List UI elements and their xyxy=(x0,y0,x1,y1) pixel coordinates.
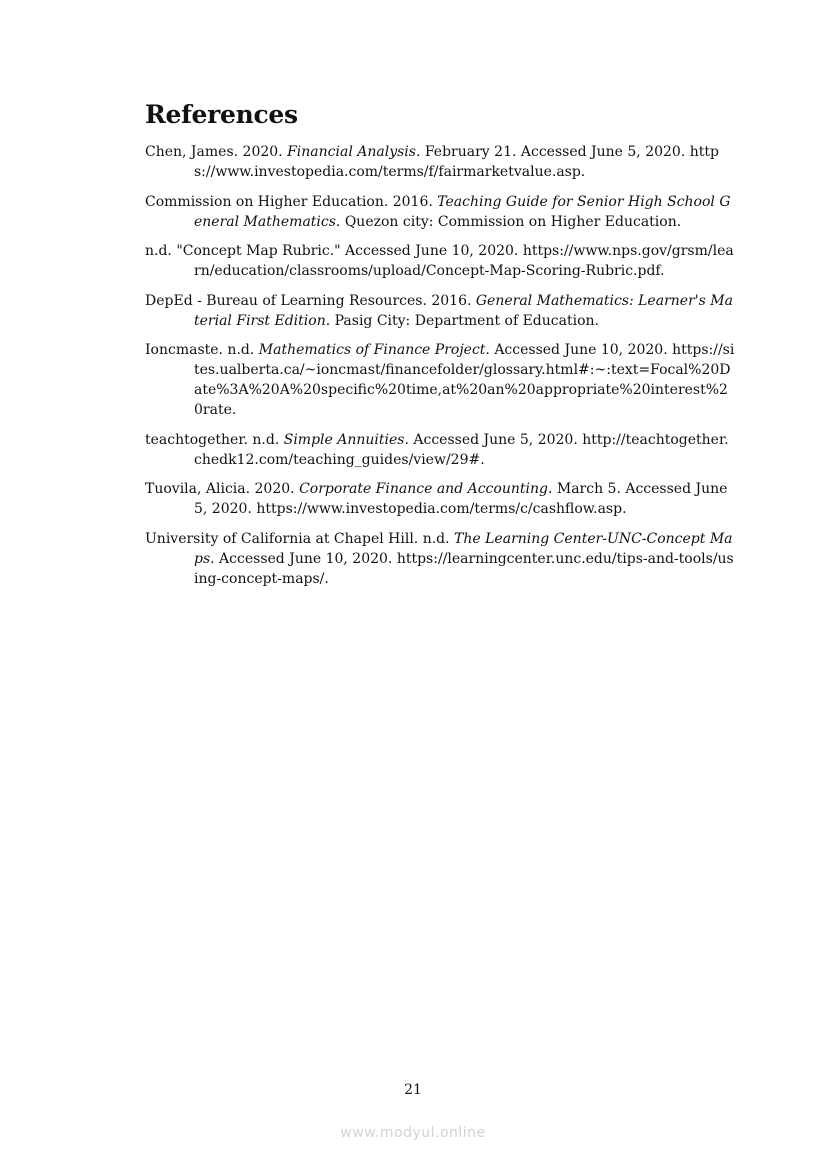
reference-details: Accessed June 5, 2020. http://teachtogether.chedk12.com/teaching_guides/view/29#. xyxy=(194,431,729,468)
reference-details: Quezon city: Commission on Higher Education. xyxy=(340,213,682,230)
reference-entry xyxy=(145,430,735,470)
reference-entry xyxy=(145,241,735,281)
reference-author-date: teachtogether. n.d. xyxy=(145,431,284,448)
reference-entry xyxy=(145,479,735,519)
reference-entry xyxy=(145,142,735,182)
reference-details: February 21. Accessed June 5, 2020. https://www.investopedia.com/terms/f/fairmarketvalue.asp. xyxy=(194,144,719,180)
reference-author-date: Ioncmaste. n.d. xyxy=(145,342,259,358)
reference-title: Financial Analysis. xyxy=(287,144,421,160)
page-title: References xyxy=(145,100,298,129)
reference-title: Simple Annuities. xyxy=(283,431,409,448)
reference-title: Mathematics of Finance Project. xyxy=(258,342,490,358)
reference-entry xyxy=(145,340,735,420)
reference-author-date: n.d. "Concept Map Rubric." Accessed June 10, 2020. https://www.nps.gov/grsm/learn/education/classrooms/upload/Concept-Map-Scoring-Rubric.pdf. xyxy=(145,243,734,279)
reference-details: March 5. Accessed June 5, 2020. https://www.investopedia.com/terms/c/cashflow.asp. xyxy=(194,481,728,517)
reference-title: The Learning Center-UNC-Concept Maps. xyxy=(194,530,733,567)
reference-details: Accessed June 10, 2020. https://sites.ualberta.ca/~ioncmast/financefolder/glossary.html#:~:text=Focal%20Date%3A%20A%20specific%20time,at%20an%20appropriate%20interest%20rate. xyxy=(194,342,735,418)
reference-details: Accessed June 10, 2020. https://learningcenter.unc.edu/tips-and-tools/using-concept-maps/. xyxy=(194,550,734,587)
reference-author-date: University of California at Chapel Hill. n.d. xyxy=(145,530,455,547)
reference-title: General Mathematics: Learner's Material First Edition. xyxy=(194,292,733,329)
reference-details: Pasig City: Department of Education. xyxy=(330,312,599,329)
page-number: 21 xyxy=(404,1082,422,1098)
reference-author-date: DepEd - Bureau of Learning Resources. 2016. xyxy=(145,292,476,309)
reference-list xyxy=(145,142,735,598)
reference-author-date: Chen, James. 2020. xyxy=(145,144,288,160)
reference-author-date: Commission on Higher Education. 2016. xyxy=(145,193,438,210)
reference-entry xyxy=(145,192,735,232)
reference-author-date: Tuovila, Alicia. 2020. xyxy=(145,481,300,497)
reference-entry xyxy=(145,291,735,331)
reference-title: Teaching Guide for Senior High School General Mathematics. xyxy=(194,193,731,230)
reference-title: Corporate Finance and Accounting. xyxy=(299,481,553,497)
reference-entry xyxy=(145,529,735,589)
watermark: www.modyul.online xyxy=(340,1125,486,1141)
